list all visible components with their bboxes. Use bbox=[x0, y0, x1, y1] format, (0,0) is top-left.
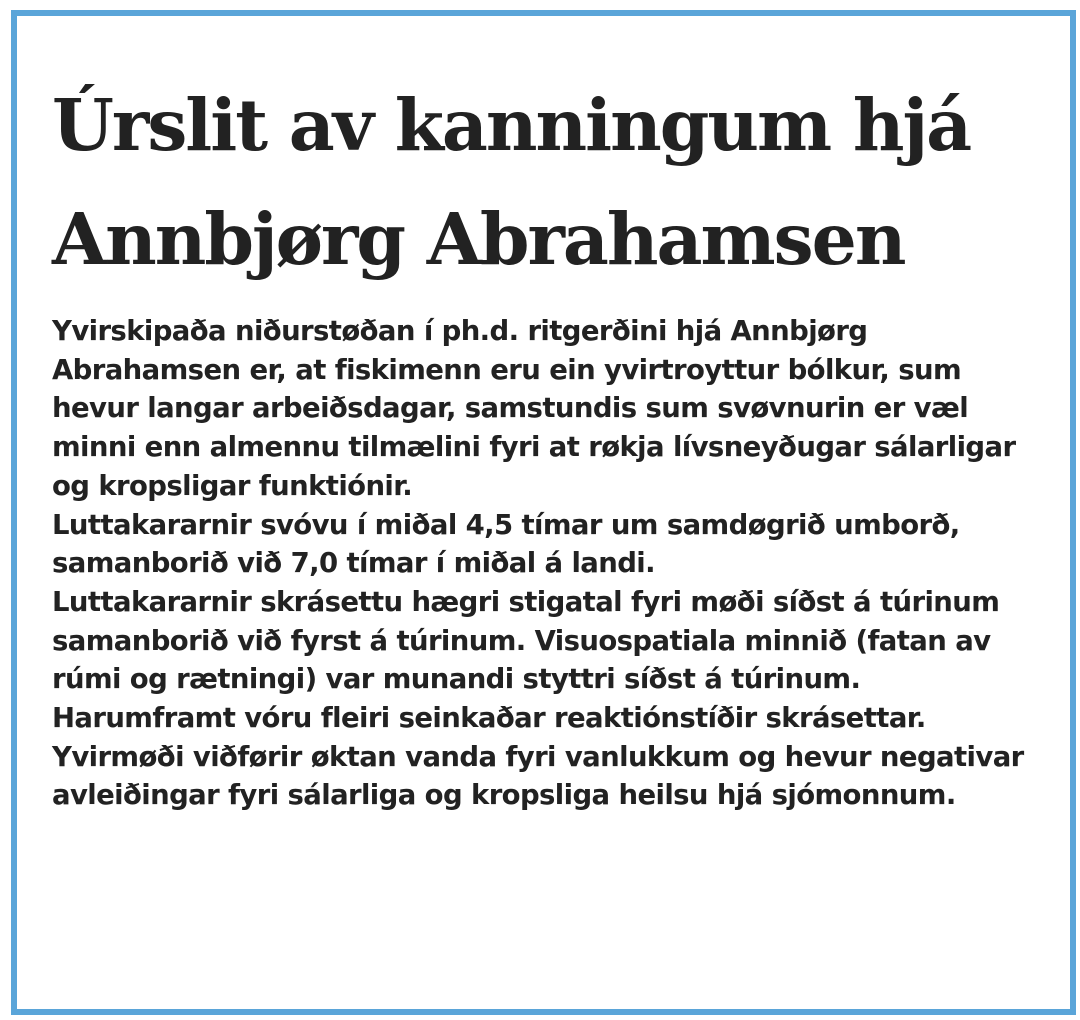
paragraph-sleep: Luttakararnir svóvu í miðal 4,5 tímar um samdøgrið umborð, samanborið við 7,0 tímar í miðal á landi. bbox=[52, 508, 960, 580]
article-title: Úrslit av kanningum hjá Annbjørg Abrahamsen bbox=[52, 83, 971, 281]
paragraph-fatigue: Luttakararnir skrásettu hægri stigatal fyri møði síðst á túrinum samanborið við fyrst á túrinum. Visuospatiala minnið (fatan av rúmi og rætningi) var munandi styttri síðst á túrinum. Harumframt vóru fleiri seinkaðar reaktiónstíðir skrásettar. bbox=[52, 585, 1000, 735]
paragraph-consequences: Yvirmøði viðførir øktan vanda fyri vanlukkum og hevur negativar avleiðingar fyri sálarliga og kropsliga heilsu hjá sjómonnum. bbox=[52, 740, 1024, 812]
paragraph-summary: Yvirskipaða niðurstøðan í ph.d. ritgerðini hjá Annbjørg Abrahamsen er, at fiskimenn eru ein yvirtroyttur bólkur, sum hevur langar arbeiðsdagar, samstundis sum svøvnurin er væl minni enn almennu tilmælini fyri at røkja lívsneyðugar sálarligar og kropsligar funktiónir. bbox=[52, 315, 1016, 502]
article-body bbox=[52, 312, 1037, 815]
